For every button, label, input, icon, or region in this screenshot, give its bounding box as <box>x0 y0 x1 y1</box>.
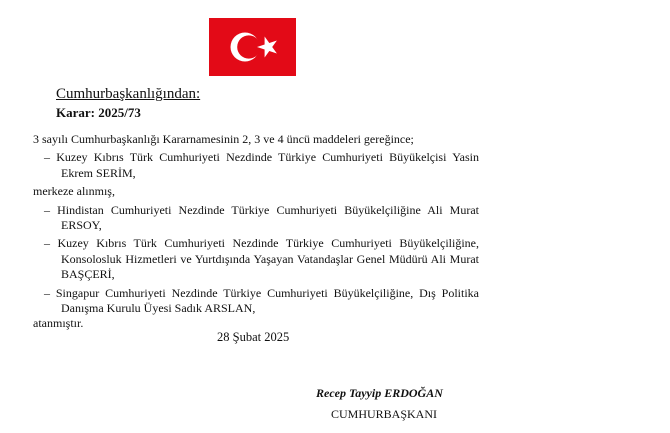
list-item: – Hindistan Cumhuriyeti Nezdinde Türkiye Cumhuriyeti Büyükelçiliğine Ali Murat ERSOY, <box>44 202 479 233</box>
signatory-name: Recep Tayyip ERDOĞAN <box>316 386 443 400</box>
turkish-flag-icon <box>209 18 296 76</box>
decision-number: Karar: 2025/73 <box>56 105 141 120</box>
issuing-authority: Cumhurbaşkanlığından: <box>56 86 201 102</box>
recall-phrase: merkeze alınmış, <box>33 184 115 199</box>
closing-phrase: atanmıştır. <box>33 316 84 331</box>
decision-date: 28 Şubat 2025 <box>217 330 290 344</box>
decision-body <box>33 132 479 332</box>
list-item: – Kuzey Kıbrıs Türk Cumhuriyeti Nezdinde Türkiye Cumhuriyeti Büyükelçiliğine, Konsolosluk Hizmetleri ve Yurtdışında Yaşayan Vatandaşlar Genel Müdürü Ali Murat BAŞÇERİ, <box>44 236 479 282</box>
signatory-title: CUMHURBAŞKANI <box>331 407 438 421</box>
list-item: – Kuzey Kıbrıs Türk Cumhuriyeti Nezdinde Türkiye Cumhuriyeti Büyükelçisi Yasin Ekrem SERİM, <box>44 150 479 180</box>
list-item: – Singapur Cumhuriyeti Nezdinde Türkiye Cumhuriyeti Büyükelçiliğine, Dış Politika Danışma Kurulu Üyesi Sadık ARSLAN, <box>44 285 479 316</box>
intro-paragraph: 3 sayılı Cumhurbaşkanlığı Kararnamesinin 2, 3 ve 4 üncü maddeleri gereğince; <box>33 132 414 146</box>
